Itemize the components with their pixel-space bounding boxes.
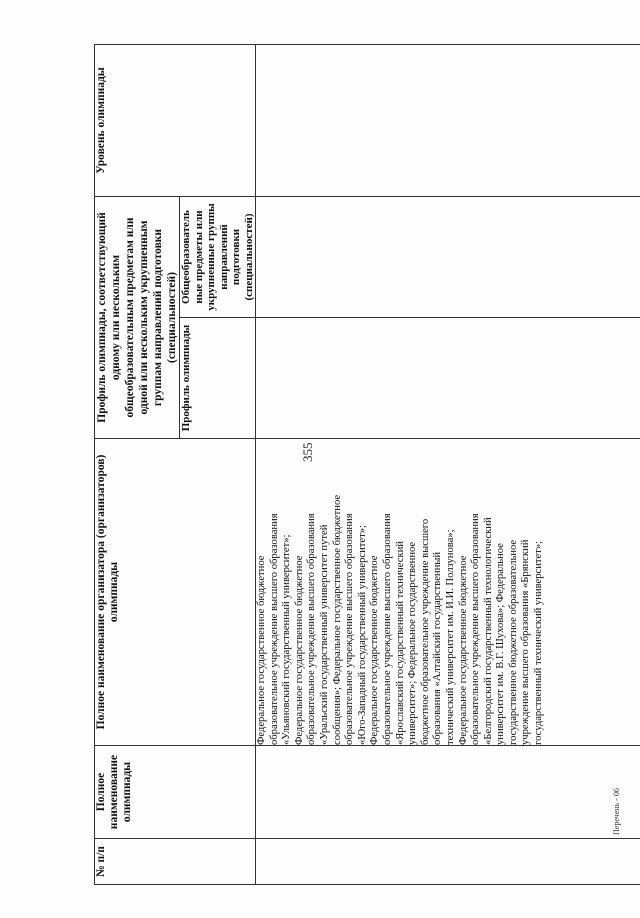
organizer-line: университет»; Федеральное государственное — [407, 541, 419, 745]
organizer-line: образования «Алтайский государственный — [432, 551, 444, 745]
organizer-line: образовательное учреждение высшего образования — [381, 513, 393, 745]
organizer-line: образовательное учреждение высшего образования — [306, 513, 318, 745]
organizer-line: технический университет им. И.И. Ползунова»; — [444, 529, 456, 745]
olympiad-table — [94, 44, 640, 885]
cell-subjects — [256, 197, 640, 318]
organizer-line: Федеральное государственное бюджетное — [457, 555, 469, 745]
organizer-line: государственный технический университет»; — [533, 540, 545, 745]
header-level: Уровень олимпиады — [95, 45, 256, 197]
cell-profile — [256, 318, 640, 439]
organizer-line: Федеральное государственное бюджетное — [293, 555, 305, 745]
cell-olympiad-name — [256, 746, 640, 839]
cell-level — [256, 45, 640, 197]
organizer-line: «Ярославский государственный технический — [394, 541, 406, 745]
organizer-line: Федеральное государственное бюджетное — [369, 555, 381, 745]
header-profile-group: Профиль олимпиады, соответствующий одному или нескольким общеобразовательным предметам или одной или нескольким укрупненным группам направлений подготовки (специальностей) — [95, 197, 180, 439]
organizer-line: «Белгородский государственный технологический — [482, 517, 494, 745]
organizer-line: образовательное учреждение высшего образования — [344, 513, 356, 745]
organizer-line: «Ульяновский государственный университет»; — [281, 534, 293, 745]
header-profile: Профиль олимпиады — [180, 318, 256, 439]
footer-code: Перечень - 06 — [612, 788, 621, 835]
header-subjects: Общеобразователь ные предметы или укрупненные группы направлений подготовки (специальностей) — [180, 197, 256, 318]
organizer-line: бюджетное образовательное учреждение высшего — [419, 518, 431, 745]
organizer-line: государственное бюджетное образовательное — [507, 539, 519, 745]
header-number: № п/п — [95, 839, 256, 885]
organizer-line: университет им. В.Г. Шухова»; Федеральное — [495, 543, 507, 745]
organizer-line: Федеральное государственное бюджетное — [256, 555, 267, 745]
organizer-line: сообщения»; Федеральное государственное бюджетное — [331, 494, 343, 745]
header-organizer: Полное наименование организатора (организаторов) олимпиады — [95, 439, 256, 746]
cell-organizer — [256, 439, 640, 746]
cell-number — [256, 839, 640, 885]
organizer-line: «Юго-Западный государственный университет»; — [356, 525, 368, 745]
organizer-line: «Уральский государственный университет путей — [318, 524, 330, 745]
organizer-line: учреждение высшего образования «Брянский — [520, 539, 532, 745]
organizer-line: образовательное учреждение высшего образования — [268, 513, 280, 745]
organizer-line: образовательное учреждение высшего образования — [470, 513, 482, 745]
header-olympiad-name: Полное наименование олимпиады — [95, 746, 256, 839]
organizer-text — [256, 439, 546, 745]
page-number: 355 — [300, 442, 315, 462]
rotated-table-container — [94, 45, 596, 885]
